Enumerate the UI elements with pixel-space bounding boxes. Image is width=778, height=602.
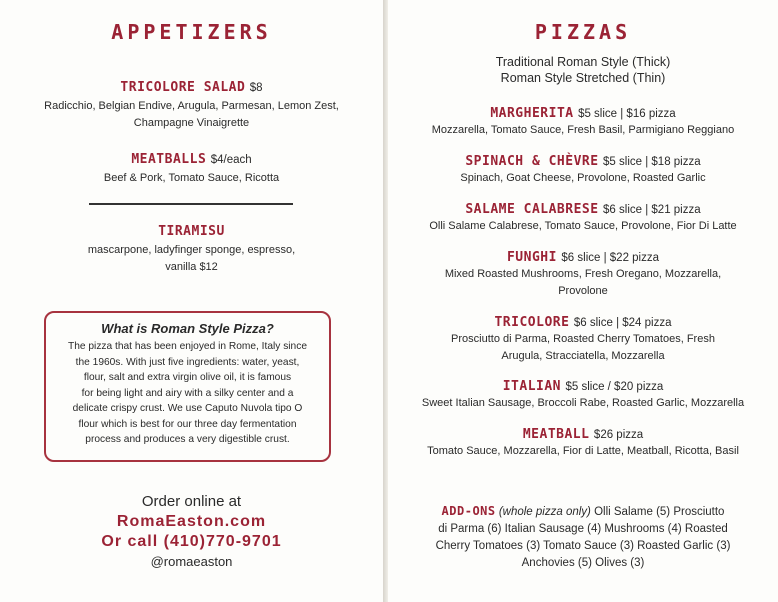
info-box-line: flour which is best for our three day fermentation bbox=[78, 418, 297, 430]
item-price: $8 bbox=[249, 82, 263, 94]
item-desc-line: Mixed Roasted Mushrooms, Fresh Oregano, Mozzarella, bbox=[444, 268, 722, 280]
pizza-styles bbox=[388, 54, 778, 86]
website-link[interactable]: RomaEaston.com bbox=[116, 513, 267, 530]
item-price: $4/each bbox=[210, 154, 252, 166]
add-ons-label: ADD-ONS bbox=[441, 504, 496, 518]
item-name: TIRAMISU bbox=[158, 224, 225, 239]
add-ons-section bbox=[388, 503, 778, 572]
menu-item-tricolore-salad bbox=[0, 78, 383, 132]
item-desc-line: vanilla $12 bbox=[165, 261, 218, 273]
add-ons-line: Cherry Tomatoes (3) Tomato Sauce (3) Roasted Garlic (3) bbox=[435, 540, 731, 552]
item-name: SPINACH & CHÈVRE bbox=[465, 154, 599, 169]
appetizers-heading: APPETIZERS bbox=[111, 20, 272, 44]
item-name: MARGHERITA bbox=[490, 106, 574, 121]
item-desc-line: Olli Salame Calabrese, Tomato Sauce, Provolone, Fior Di Latte bbox=[429, 220, 737, 232]
info-box-title: What is Roman Style Pizza? bbox=[101, 321, 274, 336]
order-section bbox=[0, 492, 383, 571]
menu-item-funghi bbox=[388, 248, 778, 300]
add-ons-line: di Parma (6) Italian Sausage (4) Mushrooms (4) Roasted bbox=[438, 523, 728, 535]
item-name: MEATBALLS bbox=[131, 152, 207, 167]
pizza-style-line: Traditional Roman Style (Thick) bbox=[495, 55, 671, 69]
roman-style-info-box bbox=[44, 311, 331, 462]
menu-item-italian bbox=[388, 377, 778, 412]
item-desc-line: Mozzarella, Tomato Sauce, Fresh Basil, Parmigiano Reggiano bbox=[431, 124, 735, 136]
item-desc-line: Spinach, Goat Cheese, Provolone, Roasted Garlic bbox=[460, 172, 706, 184]
add-ons-line: Olli Salame (5) Prosciutto bbox=[594, 506, 725, 518]
info-box-line: delicate crispy crust. We use Caputo Nuvola tipo O bbox=[72, 403, 303, 414]
item-price: $5 slice | $18 pizza bbox=[603, 156, 701, 168]
item-desc-line: Provolone bbox=[558, 285, 608, 297]
info-box-line: for being light and airy with a silky center and a bbox=[81, 387, 294, 399]
pizzas-panel bbox=[388, 0, 778, 602]
social-handle[interactable]: @romaeaston bbox=[150, 554, 233, 569]
menu-item-meatballs bbox=[0, 150, 383, 187]
item-price: $26 pizza bbox=[593, 429, 644, 441]
add-ons-line: Anchovies (5) Olives (3) bbox=[521, 557, 645, 569]
item-desc-line: Beef & Pork, Tomato Sauce, Ricotta bbox=[103, 172, 280, 184]
phone-number[interactable]: Or call (410)770-9701 bbox=[101, 533, 282, 550]
item-desc-line: Tomato Sauce, Mozzarella, Fior di Latte, Meatball, Ricotta, Basil bbox=[427, 445, 739, 457]
pizzas-heading: PIZZAS bbox=[534, 20, 632, 44]
item-price: $5 slice | $16 pizza bbox=[578, 108, 676, 120]
info-box-line: flour, salt and extra virgin olive oil, it is famous bbox=[83, 372, 292, 383]
item-name: TRICOLORE SALAD bbox=[120, 80, 246, 95]
item-price: $6 slice | $24 pizza bbox=[573, 317, 672, 329]
menu-item-tricolore bbox=[388, 313, 778, 365]
item-desc-line: Arugula, Stracciatella, Mozzarella bbox=[501, 350, 665, 362]
item-name: SALAME CALABRESE bbox=[465, 202, 599, 217]
menu-item-salame-calabrese bbox=[388, 200, 778, 235]
menu-item-tiramisu bbox=[0, 222, 383, 276]
item-name: FUNGHI bbox=[506, 250, 557, 265]
menu-item-spinach-chevre bbox=[388, 152, 778, 187]
item-price: $6 slice | $21 pizza bbox=[603, 204, 701, 216]
item-name: MEATBALL bbox=[522, 427, 590, 442]
item-desc-line: Prosciutto di Parma, Roasted Cherry Tomatoes, Fresh bbox=[451, 333, 715, 345]
item-desc-line: mascarpone, ladyfinger sponge, espresso, bbox=[87, 244, 296, 256]
section-divider bbox=[89, 203, 293, 205]
item-price: $5 slice / $20 pizza bbox=[565, 381, 664, 393]
info-box-line: the 1960s. With just five ingredients: water, yeast, bbox=[75, 356, 300, 368]
item-price: $6 slice | $22 pizza bbox=[561, 252, 660, 264]
item-desc-line: Radicchio, Belgian Endive, Arugula, Parmesan, Lemon Zest, bbox=[44, 100, 339, 112]
appetizers-panel bbox=[0, 0, 384, 602]
order-line: Order online at bbox=[141, 493, 242, 510]
item-desc-line: Champagne Vinaigrette bbox=[133, 117, 250, 129]
menu-item-margherita bbox=[388, 104, 778, 139]
info-box-line: process and produces a very digestible crust. bbox=[85, 434, 290, 445]
add-ons-note: (whole pizza only) bbox=[498, 506, 591, 518]
item-name: TRICOLORE bbox=[494, 315, 570, 330]
item-desc-line: Sweet Italian Sausage, Broccoli Rabe, Roasted Garlic, Mozzarella bbox=[421, 397, 745, 409]
pizza-style-line: Roman Style Stretched (Thin) bbox=[500, 71, 666, 85]
item-name: ITALIAN bbox=[502, 379, 562, 394]
info-box-line: The pizza that has been enjoyed in Rome, Italy since bbox=[68, 341, 307, 352]
menu-item-meatball bbox=[388, 425, 778, 460]
